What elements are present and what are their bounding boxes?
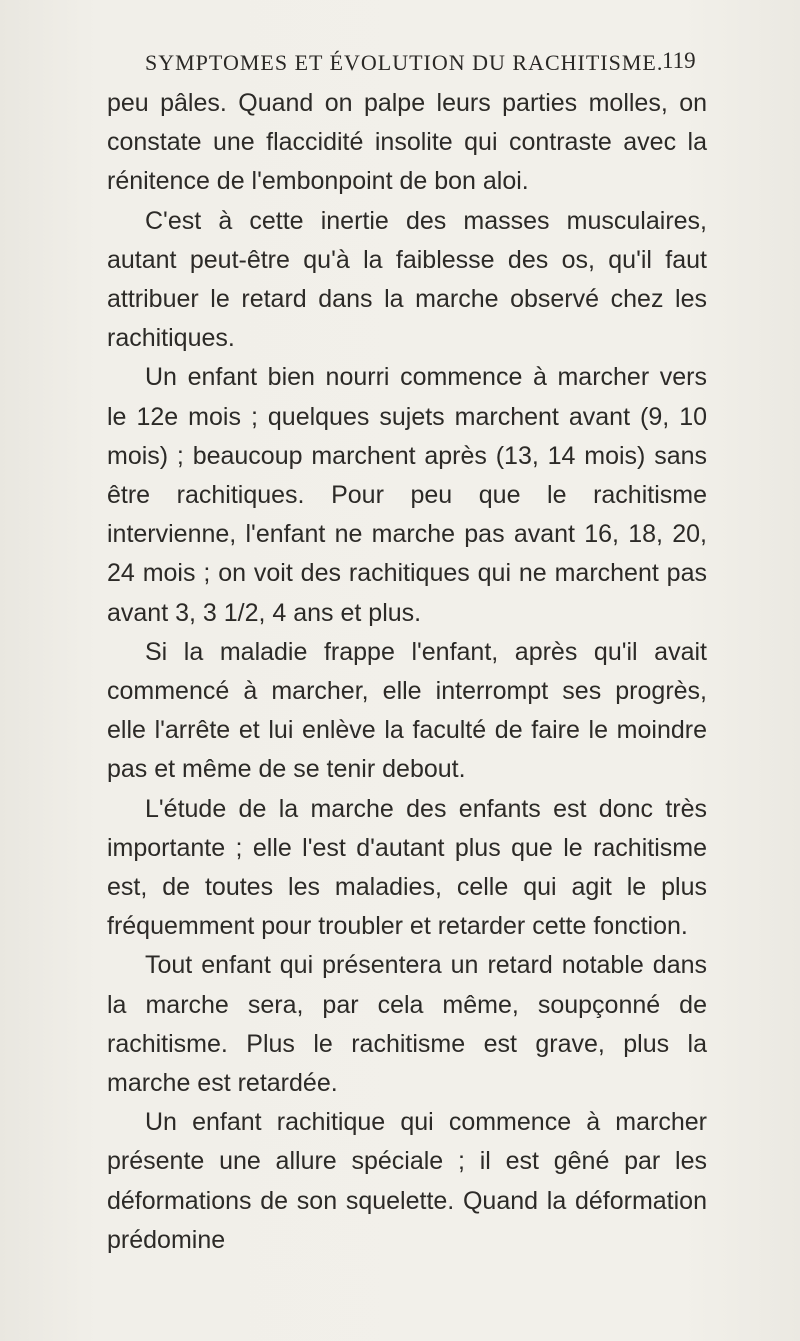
paragraph-3: Un enfant bien nourri commence à marcher vers le 12e mois ; quelques sujets marchent avant (9, 10 mois) ; beaucoup marchent après (13, 14 mois) sans être rachitiques. Pour peu que le rachitisme intervienne, l'enfant ne marche pas avant 16, 18, 20, 24 mois ; on voit des rachitiques qui ne marchent pas avant 3, 3 1/2, 4 ans et plus. (107, 363, 707, 627)
paragraph-5: L'étude de la marche des enfants est donc très importante ; elle l'est d'autant plus que le rachitisme est, de toutes les maladies, celle qui agit le plus fréquemment pour troubler et retarder cette fonction. (107, 794, 707, 941)
running-title: SYMPTOMES ET ÉVOLUTION DU RACHITISME. (145, 50, 664, 75)
paragraph-2: C'est à cette inertie des masses musculaires, autant peut-être qu'à la faiblesse des os, qu'il faut attribuer le retard dans la marche observé chez les rachitiques. (107, 206, 707, 353)
paragraph-7: Un enfant rachitique qui commence à marcher présente une allure spéciale ; il est gêné par les déformations de son squelette. Quand la déformation prédomine (107, 1108, 707, 1254)
paragraph-6: Tout enfant qui présentera un retard notable dans la marche sera, par cela même, soupçonné de rachitisme. Plus le rachitisme est grave, plus la marche est retardée. (107, 951, 707, 1098)
paragraph-1: peu pâles. Quand on palpe leurs parties molles, on constate une flaccidité insolite qui contraste avec la rénitence de l'embonpoint de bon aloi. (107, 89, 707, 196)
paragraph-4: Si la maladie frappe l'enfant, après qu'il avait commencé à marcher, elle interrompt ses progrès, elle l'arrête et lui enlève la faculté de faire le moindre pas et même de se tenir debout. (107, 637, 707, 784)
page-number: 119 (662, 48, 696, 73)
body-text (107, 84, 707, 1260)
